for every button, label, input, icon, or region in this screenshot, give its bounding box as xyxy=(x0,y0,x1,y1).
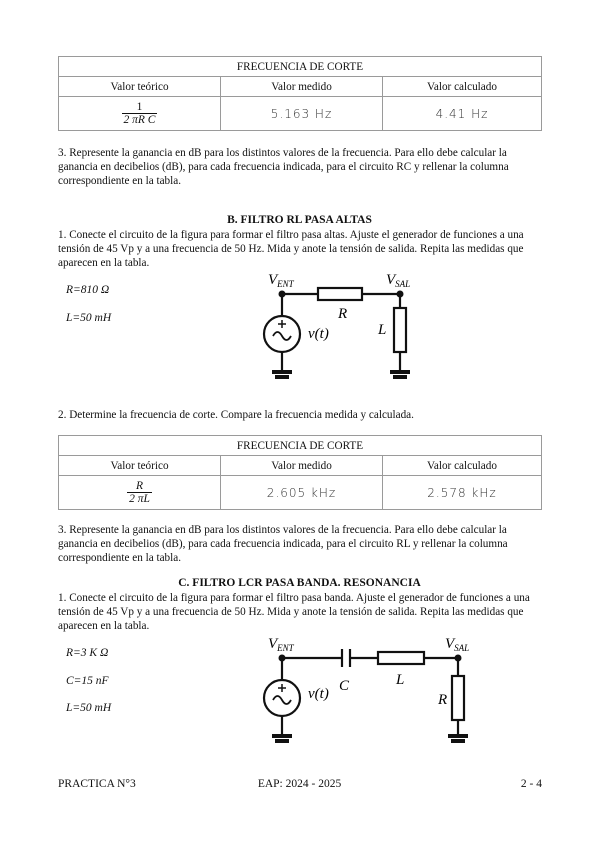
header-calculado: Valor calculado xyxy=(383,456,542,476)
section-b-step2: 2. Determine la frecuencia de corte. Compare la frecuencia medida y calculada. xyxy=(58,409,414,421)
header-medido: Valor medido xyxy=(221,456,383,476)
param-c-lcr: C=15 nF xyxy=(66,675,109,687)
resistor-label: R xyxy=(338,306,348,322)
section-c-instructions: 1. Conecte el circuito de la figura para formar el filtro pasa banda. Ajuste el generador de funciones a una tensión de 45 Vp y a una frecuencia de 50 Hz. Mida y anote la tensión de salida. Repita las medidas que aparecen en la tabla. xyxy=(58,592,530,632)
v-sal-label: $V_{SAL}$ xyxy=(445,636,470,653)
formula-cell xyxy=(59,97,221,131)
formula-cell xyxy=(59,476,221,510)
resistor-label: R xyxy=(438,692,448,708)
v-ent-label: $V_{ENT}$ xyxy=(268,636,294,653)
footer-course-year: EAP: 2024 - 2025 xyxy=(257,778,342,790)
medido-value: 5.163 Hz xyxy=(221,97,383,131)
param-l-rl: L=50 mH xyxy=(66,312,112,324)
header-calculado: Valor calculado xyxy=(383,77,542,97)
table-title: FRECUENCIA DE CORTE xyxy=(59,436,542,456)
section-c-title: C. FILTRO LCR PASA BANDA. RESONANCIA xyxy=(178,577,421,589)
v-ent-label: $V_{ENT}$ xyxy=(268,272,294,289)
param-r-lcr: R=3 K Ω xyxy=(66,647,109,659)
v-sal-label: $V_{SAL}$ xyxy=(386,272,411,289)
rl-circuit-diagram xyxy=(250,266,450,390)
inductor-label: L xyxy=(378,322,387,338)
source-label: v(t) xyxy=(308,686,329,702)
formula-numerator: R xyxy=(127,480,152,493)
capacitor-label: C xyxy=(339,678,350,694)
formula-fraction xyxy=(122,101,158,126)
paragraph-rc-gain: 3. Represente la ganancia en dB para los distintos valores de la frecuencia. Para ello debe calcular la ganancia en decibelios (dB), para cada frecuencia indicada, para el circuito RC y rellenar la columna correspondiente en la tabla. xyxy=(58,147,509,187)
header-teorico: Valor teórico xyxy=(59,456,221,476)
formula-denominator: 2 πR C xyxy=(123,114,156,126)
cutoff-table-rc xyxy=(58,56,542,131)
section-b-instructions: 1. Conecte el circuito de la figura para formar el filtro pasa altas. Ajuste el generador de funciones a una tensión de 45 Vp y a una frecuencia de 50 Hz. Mida y anote la tensión de salida. Repita las medidas que aparecen en la tabla. xyxy=(58,229,524,269)
table-title: FRECUENCIA DE CORTE xyxy=(59,57,542,77)
formula-fraction xyxy=(127,480,152,505)
section-b-title: B. FILTRO RL PASA ALTAS xyxy=(227,214,372,226)
footer-practice-number: PRACTICA N°3 xyxy=(58,778,136,790)
footer-page-number: 2 - 4 xyxy=(520,778,542,790)
lcr-circuit-diagram xyxy=(250,630,480,754)
cutoff-table-rl xyxy=(58,435,542,510)
calculado-value: 2.578 kHz xyxy=(383,476,542,510)
formula-numerator: 1 xyxy=(122,101,158,114)
calculado-value: 4.41 Hz xyxy=(383,97,542,131)
param-l-lcr: L=50 mH xyxy=(66,702,112,714)
paragraph-rl-gain: 3. Represente la ganancia en dB para los distintos valores de la frecuencia. Para ello debe calcular la ganancia en decibelios (dB), para cada frecuencia indicada, para el circuito RL y rellenar la columna correspondiente en la tabla. xyxy=(58,524,508,564)
header-medido: Valor medido xyxy=(221,77,383,97)
header-teorico: Valor teórico xyxy=(59,77,221,97)
inductor-label: L xyxy=(396,672,405,688)
formula-denominator: 2 πL xyxy=(129,493,150,505)
param-r-rl: R=810 Ω xyxy=(66,284,110,296)
source-label: v(t) xyxy=(308,326,329,342)
medido-value: 2.605 kHz xyxy=(221,476,383,510)
